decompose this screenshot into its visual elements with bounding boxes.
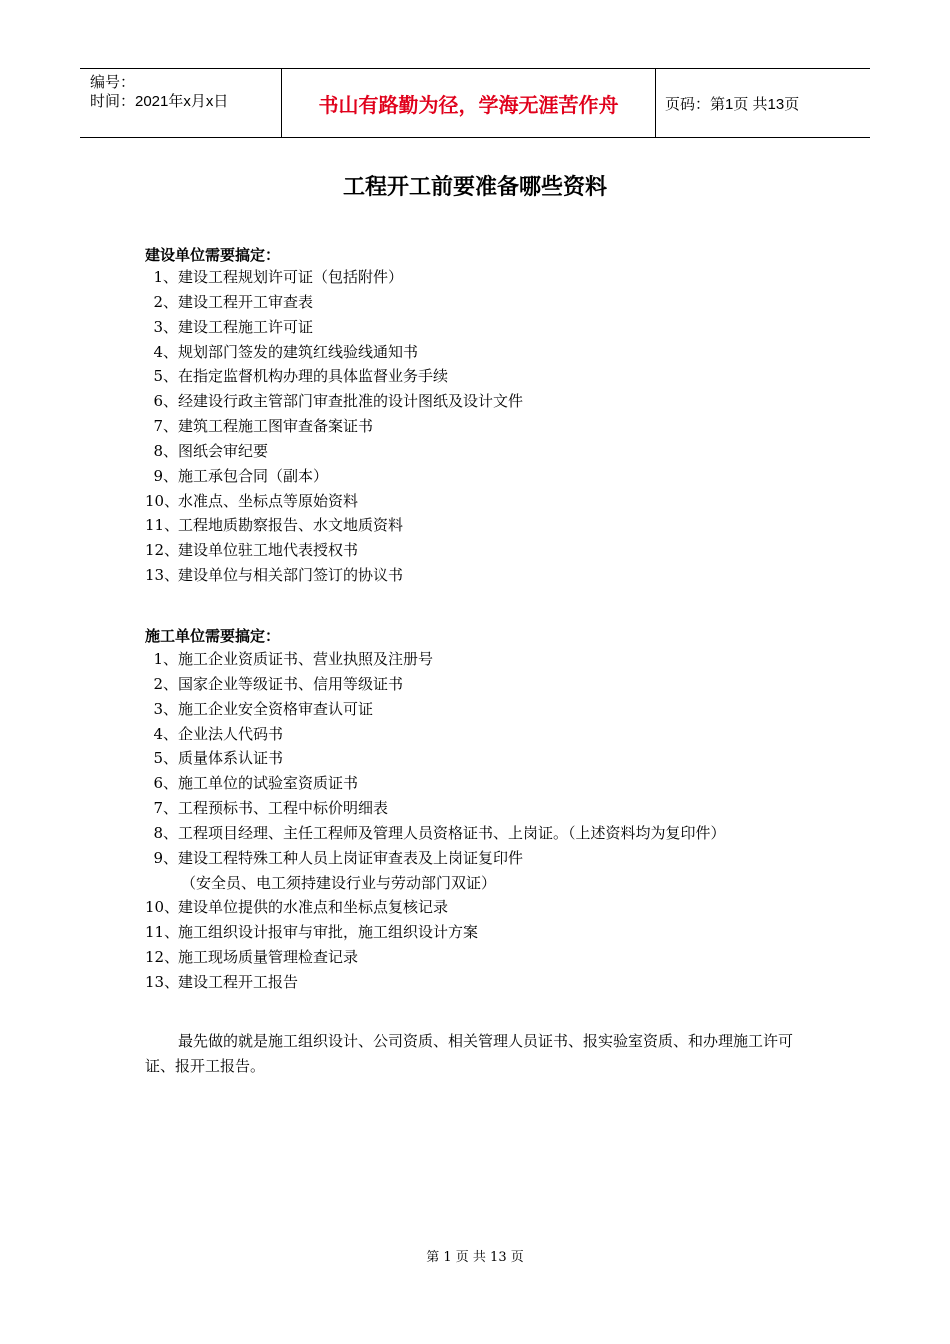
list-item xyxy=(145,697,726,722)
list-item-text: 建筑工程施工图审查备案证书 xyxy=(178,417,374,436)
list-item-text: 建设单位提供的水准点和坐标点复核记录 xyxy=(178,898,449,917)
list-item-text: 施工企业资质证书、营业执照及注册号 xyxy=(178,650,434,668)
header-meta-cell xyxy=(80,69,281,137)
list-item-number: 11、 xyxy=(145,516,180,535)
list-item-number: 5、 xyxy=(153,367,178,386)
list-item-number: 1、 xyxy=(153,650,178,668)
serial-label: 编号： xyxy=(90,74,136,91)
list-item-number: 13、 xyxy=(145,972,180,991)
list-item-number: 10、 xyxy=(145,898,180,917)
list-item xyxy=(145,563,523,588)
list-item-text: 图纸会审纪要 xyxy=(178,441,269,460)
header-motto: 书山有路勤为径，学海无涯苦作舟 xyxy=(281,69,656,137)
list-item-number: 2、 xyxy=(153,674,178,693)
list-item xyxy=(145,846,726,871)
list-item-number: 8、 xyxy=(153,823,178,842)
list-item-text: 建设工程开工报告 xyxy=(178,972,299,991)
list-item xyxy=(145,315,523,340)
list-item-number: 4、 xyxy=(153,342,178,361)
document-title: 工程开工前要准备哪些资料 xyxy=(342,175,607,200)
header-page-info-cell xyxy=(655,69,870,137)
list-item-text: 建设单位与相关部门签订的协议书 xyxy=(178,566,404,585)
list-item-text: 建设单位驻工地代表授权书 xyxy=(178,541,359,560)
list-item xyxy=(145,513,523,538)
list-item-text: 水准点、坐标点等原始资料 xyxy=(178,491,359,510)
list-item-number: 7、 xyxy=(153,799,178,818)
list-item-number: 3、 xyxy=(153,699,178,718)
list-item xyxy=(145,439,523,464)
list-item-number: 11、 xyxy=(145,923,180,942)
list-item xyxy=(145,970,726,995)
list-item-text: 工程预标书、工程中标价明细表 xyxy=(178,799,389,818)
list-item xyxy=(145,746,726,771)
list-item-text: 施工单位的试验室资质证书 xyxy=(178,774,359,793)
list-item-number: 3、 xyxy=(153,317,178,336)
list-item-text: 建设工程开工审查表 xyxy=(178,292,314,311)
list-item-number: 4、 xyxy=(153,724,178,743)
list-item-number: 1、 xyxy=(153,268,178,286)
list-item-text: 施工承包合同（副本） xyxy=(178,466,329,485)
list-item-number: 8、 xyxy=(153,441,178,460)
list-item xyxy=(145,389,523,414)
list-item-text: 规划部门签发的建筑红线验线通知书 xyxy=(178,342,419,361)
list-item xyxy=(145,364,523,389)
section-heading-contractor: 施工单位需要搞定： xyxy=(145,627,281,645)
list-item-number: 12、 xyxy=(145,948,180,967)
list-item xyxy=(145,489,523,514)
list-item xyxy=(145,414,523,439)
list-item xyxy=(145,945,726,970)
list-item-text: 施工现场质量管理检查记录 xyxy=(178,948,359,967)
list-item-number: 2、 xyxy=(153,292,178,311)
list-item-number: 9、 xyxy=(153,848,178,867)
list-item xyxy=(145,290,523,315)
list-item xyxy=(145,340,523,365)
list-item-number: 10、 xyxy=(145,491,180,510)
list-item xyxy=(145,920,726,945)
list-item xyxy=(145,464,523,489)
list-item xyxy=(145,647,726,672)
list-item-text: 建设工程施工许可证 xyxy=(178,317,314,336)
list-item xyxy=(145,821,726,846)
owner-requirements-list xyxy=(145,265,523,588)
list-item-text: 工程地质勘察报告、水文地质资料 xyxy=(178,516,404,535)
list-item-number: 5、 xyxy=(153,749,178,768)
list-item-number: 6、 xyxy=(153,392,178,411)
page-info: 页码：第1页 共13页 xyxy=(665,95,800,113)
list-item-text: （安全员、电工须持建设行业与劳动部门双证） xyxy=(181,873,497,892)
list-item-text: 建设工程规划许可证（包括附件） xyxy=(178,268,404,286)
list-item xyxy=(145,771,726,796)
page-footer: 第 1 页 共 13 页 xyxy=(426,1250,524,1265)
list-item-number: 13、 xyxy=(145,566,180,585)
list-item-text: 施工组织设计报审与审批，施工组织设计方案 xyxy=(178,923,479,942)
header-table xyxy=(80,68,870,138)
list-item-number: 12、 xyxy=(145,541,180,560)
list-item-text: 建设工程特殊工种人员上岗证审查表及上岗证复印件 xyxy=(178,848,524,867)
list-item xyxy=(145,538,523,563)
list-item-text: 施工企业安全资格审查认可证 xyxy=(178,699,374,718)
list-item-number: 7、 xyxy=(153,417,178,436)
list-item-text: 在指定监督机构办理的具体监督业务手续 xyxy=(178,367,449,386)
list-item-text: 质量体系认证书 xyxy=(178,749,284,768)
list-item-number: 6、 xyxy=(153,774,178,793)
list-item-number: 9、 xyxy=(153,466,178,485)
closing-paragraph: 最先做的就是施工组织设计、公司资质、相关管理人员证书、报实验室资质、和办理施工许可证、报开工报告。 xyxy=(145,1032,794,1075)
list-item xyxy=(145,871,726,896)
list-item xyxy=(145,796,726,821)
list-item xyxy=(145,895,726,920)
list-item-text: 经建设行政主管部门审查批准的设计图纸及设计文件 xyxy=(178,392,524,411)
section-heading-owner: 建设单位需要搞定： xyxy=(145,246,281,264)
list-item-text: 国家企业等级证书、信用等级证书 xyxy=(178,674,404,693)
list-item xyxy=(145,672,726,697)
list-item xyxy=(145,722,726,747)
time-label: 时间：2021年x月x日 xyxy=(90,93,229,110)
list-item xyxy=(145,265,523,290)
list-item-text: 工程项目经理、主任工程师及管理人员资格证书、上岗证。（上述资料均为复印件） xyxy=(178,823,726,842)
list-item-text: 企业法人代码书 xyxy=(178,724,284,743)
contractor-requirements-list xyxy=(145,647,726,995)
